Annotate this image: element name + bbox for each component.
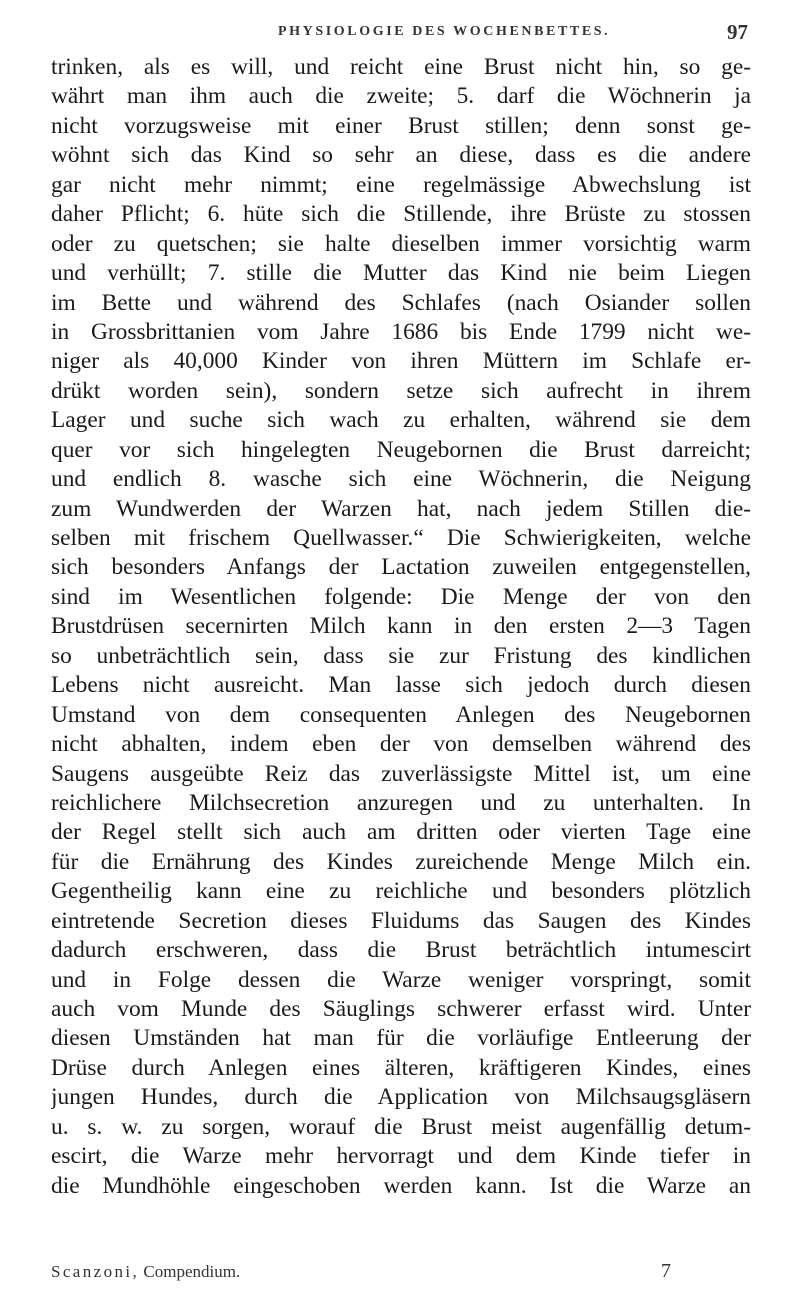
text-line: Lebens nicht ausreicht. Man lasse sich jedoch durch diesen [51, 672, 751, 699]
text-line: dadurch erschweren, dass die Brust beträchtlich intumescirt [51, 937, 751, 964]
text-line: oder zu quetschen; sie halte dieselben immer vorsichtig warm [51, 230, 751, 257]
body-text [51, 53, 751, 1201]
signature-author: Scanzoni, [51, 1262, 140, 1281]
text-line: Gegentheilig kann eine zu reichliche und besonders plötzlich [51, 878, 751, 905]
text-line: eintretende Secretion dieses Fluidums das Saugen des Kindes [51, 907, 751, 934]
text-line: reichlichere Milchsecretion anzuregen und zu unterhalten. In [51, 789, 751, 816]
text-line: escirt, die Warze mehr hervorragt und dem Kinde tiefer in [51, 1143, 751, 1170]
printer-signature [51, 1262, 240, 1282]
text-line: niger als 40,000 Kinder von ihren Müttern im Schlafe er- [51, 348, 751, 375]
text-line: u. s. w. zu sorgen, worauf die Brust meist augenfällig detum- [51, 1113, 751, 1140]
text-line: wöhnt sich das Kind so sehr an diese, dass es die andere [51, 142, 751, 169]
signature-number: 7 [661, 1260, 671, 1282]
text-line: in Grossbrittanien vom Jahre 1686 bis Ende 1799 nicht we- [51, 318, 751, 345]
text-line: Umstand von dem consequenten Anlegen des Neugebornen [51, 701, 751, 728]
running-title: PHYSIOLOGIE DES WOCHENBETTES. [278, 24, 611, 39]
text-line: Drüse durch Anlegen eines älteren, kräftigeren Kindes, eines [51, 1054, 751, 1081]
text-line: sind im Wesentlichen folgende: Die Menge der von den [51, 583, 751, 610]
page-footer [51, 1262, 671, 1288]
text-line: trinken, als es will, und reicht eine Brust nicht hin, so ge- [51, 54, 751, 80]
text-line: für die Ernährung des Kindes zureichende Menge Milch ein. [51, 848, 751, 875]
text-line: sich besonders Anfangs der Lactation zuweilen entgegenstellen, [51, 554, 751, 581]
text-line: Brustdrüsen secernirten Milch kann in den ersten 2—3 Tagen [51, 613, 751, 640]
text-line: gar nicht mehr nimmt; eine regelmässige Abwechslung ist [51, 171, 751, 198]
text-line: Saugens ausgeübte Reiz das zuverlässigste Mittel ist, um eine [51, 760, 751, 787]
text-line: der Regel stellt sich auch am dritten oder vierten Tage eine [51, 819, 751, 846]
text-line: nicht abhalten, indem eben der von demselben während des [51, 731, 751, 758]
text-line: quer vor sich hingelegten Neugebornen die Brust darreicht; [51, 436, 751, 463]
text-line: nicht vorzugsweise mit einer Brust stillen; denn sonst ge- [51, 112, 751, 139]
text-line: und endlich 8. wasche sich eine Wöchnerin, die Neigung [51, 466, 751, 493]
text-line: währt man ihm auch die zweite; 5. darf die Wöchnerin ja [51, 83, 751, 110]
text-line: und in Folge dessen die Warze weniger vorspringt, somit [51, 966, 751, 993]
text-line: daher Pflicht; 6. hüte sich die Stillende, ihre Brüste zu stossen [51, 201, 751, 228]
running-head [278, 20, 748, 46]
text-line: und verhüllt; 7. stille die Mutter das Kind nie beim Liegen [51, 260, 751, 287]
text-line: selben mit frischem Quellwasser.“ Die Schwierigkeiten, welche [51, 525, 751, 551]
signature-work: Compendium. [143, 1262, 241, 1281]
page-number: 97 [727, 20, 748, 44]
text-line: drükt worden sein), sondern setze sich aufrecht in ihrem [51, 377, 751, 404]
text-line: zum Wundwerden der Warzen hat, nach jedem Stillen die- [51, 495, 751, 522]
text-line: die Mundhöhle eingeschoben werden kann. Ist die Warze an [51, 1172, 751, 1199]
text-line: im Bette und während des Schlafes (nach Osiander sollen [51, 289, 751, 316]
text-line: diesen Umständen hat man für die vorläufige Entleerung der [51, 1025, 751, 1052]
text-line: jungen Hundes, durch die Application von Milchsaugsgläsern [51, 1084, 751, 1111]
text-line: so unbeträchtlich sein, dass sie zur Fristung des kindlichen [51, 642, 751, 669]
text-line: Lager und suche sich wach zu erhalten, während sie dem [51, 407, 751, 434]
text-line: auch vom Munde des Säuglings schwerer erfasst wird. Unter [51, 996, 751, 1022]
